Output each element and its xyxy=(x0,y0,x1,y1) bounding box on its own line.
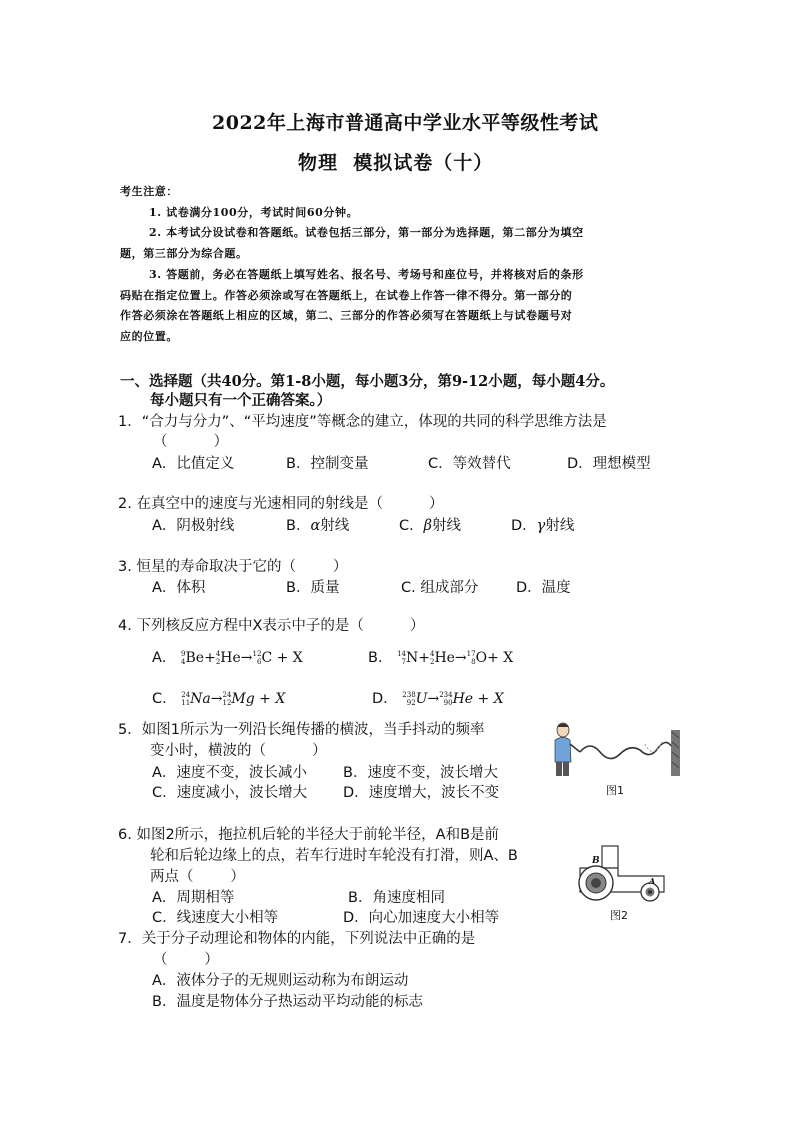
section-heading-cont: 每小题只有一个正确答案。） xyxy=(150,392,332,409)
option-c: C． 24 11 Na→ 24 12 Mg + X xyxy=(152,691,286,707)
question-stem: 4. 下列核反应方程中X表示中子的是（ ） xyxy=(118,618,425,634)
option-a: A．比值定义 xyxy=(152,456,235,472)
option-c: C．β射线 xyxy=(399,518,462,534)
wall xyxy=(671,730,680,776)
nuclear-equation: 238 92 U→ 234 90 He + X xyxy=(402,691,504,707)
option-a: A． 9 4 Be+ 4 2 He→ 12 6 C + X xyxy=(152,650,303,666)
option-d: D． 238 92 U→ 234 90 He + X xyxy=(372,691,504,707)
person-shaking-rope xyxy=(555,723,580,776)
figure-1-rope-wave xyxy=(550,718,686,780)
question-stem: 5．如图1所示为一列沿长绳传播的横波，当手抖动的频率 xyxy=(118,722,485,738)
notice-line: 3. 答题前，务必在答题纸上填写姓名、报名号、考场号和座位号，并将核对后的条形 xyxy=(149,268,584,281)
paper-subtitle: 物理 模拟试卷（十） xyxy=(298,152,494,174)
notice-line: 2. 本考试分设试卷和答题纸。试卷包括三部分，第一部分为选择题，第二部分为填空 xyxy=(149,226,584,239)
question-stem: 3. 恒星的寿命取决于它的（ ） xyxy=(118,559,348,575)
notice-line: 1. 试卷满分100分，考试时间60分钟。 xyxy=(149,206,359,219)
notice-heading: 考生注意： xyxy=(120,185,178,198)
figure-2-caption: 图2 xyxy=(610,909,628,922)
question-stem: 1．“合力与分力”、“平均速度”等概念的建立，体现的共同的科学思维方法是 xyxy=(118,414,607,430)
option-b: B．温度是物体分子热运动平均动能的标志 xyxy=(152,994,423,1010)
option-a: A．阴极射线 xyxy=(152,518,235,534)
option-a: A．周期相等 xyxy=(152,890,235,906)
question-stem: 2. 在真空中的速度与光速相同的射线是（ ） xyxy=(118,496,444,512)
question-stem: 7．关于分子动理论和物体的内能，下列说法中正确的是 xyxy=(118,931,476,947)
answer-blank: （ ） xyxy=(153,434,229,450)
option-b: B． 14 7 N+ 4 2 He→ 17 8 O+ X xyxy=(368,650,514,666)
notice-line: 应的位置。 xyxy=(120,330,178,343)
figure-1-caption: 图1 xyxy=(606,784,624,797)
option-d: D．温度 xyxy=(516,580,571,596)
option-b: B．角速度相同 xyxy=(348,890,445,906)
option-b: B．质量 xyxy=(286,580,340,596)
option-b: B．速度不变，波长增大 xyxy=(343,765,498,781)
option-a: A．体积 xyxy=(152,580,206,596)
option-a: A．液体分子的无规则运动称为布朗运动 xyxy=(152,973,409,989)
option-b: B．控制变量 xyxy=(286,456,369,472)
nuclear-equation: 14 7 N+ 4 2 He→ 17 8 O+ X xyxy=(397,650,514,666)
point-b-label: B xyxy=(592,856,600,866)
question-stem: 6. 如图2所示，拖拉机后轮的半径大于前轮半径，A和B是前 xyxy=(118,827,500,843)
figure-2-tractor xyxy=(572,842,668,904)
nuclear-equation: 9 4 Be+ 4 2 He→ 12 6 C + X xyxy=(181,650,303,666)
option-c: C. 组成部分 xyxy=(401,580,479,596)
question-stem-cont: 变小时，横波的（ ） xyxy=(150,743,327,759)
rope-wave xyxy=(580,742,671,758)
option-d: D．向心加速度大小相等 xyxy=(343,910,500,926)
tractor-cab xyxy=(602,846,618,868)
section-heading: 一、选择题（共40分。第1-8小题，每小题3分，第9-12小题，每小题4分。 xyxy=(120,373,615,390)
notice-line: 题，第三部分为综合题。 xyxy=(120,247,248,260)
option-d: D．理想模型 xyxy=(567,456,651,472)
exam-title: 2022年上海市普通高中学业水平等级性考试 xyxy=(212,112,599,134)
nuclear-equation: 24 11 Na→ 24 12 Mg + X xyxy=(181,691,286,707)
question-stem-cont: 两点（ ） xyxy=(150,869,245,885)
option-c: C．速度减小，波长增大 xyxy=(152,785,308,801)
option-c: C．线速度大小相等 xyxy=(152,910,279,926)
answer-blank: （ ） xyxy=(153,952,219,968)
option-a: A．速度不变，波长减小 xyxy=(152,765,307,781)
option-c: C．等效替代 xyxy=(428,456,511,472)
point-a-label: A xyxy=(649,876,656,886)
question-stem-cont: 轮和后轮边缘上的点，若车行进时车轮没有打滑，则A、B xyxy=(150,848,518,864)
option-b: B．α射线 xyxy=(286,518,350,534)
option-d: D．γ射线 xyxy=(511,518,575,534)
notice-line: 作答必须涂在答题纸上相应的区域，第二、三部分的作答必须写在答题纸上与试卷题号对 xyxy=(120,309,573,322)
notice-line: 码贴在指定位置上。作答必须涂或写在答题纸上，在试卷上作答一律不得分。第一部分的 xyxy=(120,289,573,302)
option-d: D．速度增大，波长不变 xyxy=(343,785,500,801)
